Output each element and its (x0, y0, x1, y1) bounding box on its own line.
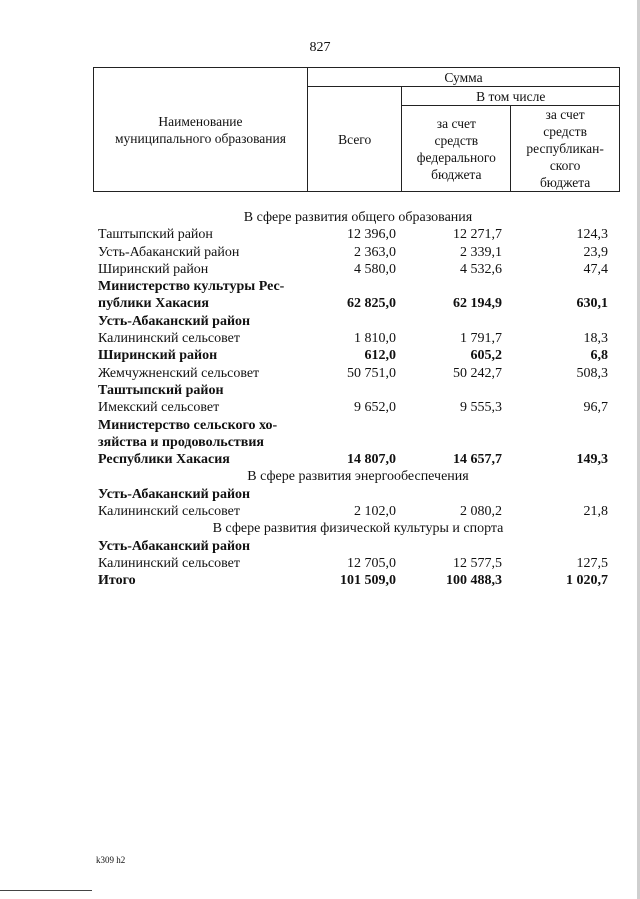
row-name: Калининский сельсовет (98, 331, 240, 347)
row-total: 612,0 (364, 348, 396, 364)
footer-divider (0, 890, 92, 891)
row-name: Ширинский район (98, 348, 218, 364)
table-row (98, 347, 618, 364)
row-federal: 9 555,3 (460, 400, 502, 416)
row-total: 12 396,0 (347, 227, 396, 243)
row-total: 12 705,0 (347, 555, 396, 571)
header-name-line-2: муниципального образования (115, 130, 286, 146)
header-republic-line: ского (549, 158, 581, 173)
row-total: 2 363,0 (354, 244, 396, 260)
header-republic-line: республикан- (526, 141, 604, 156)
header-total: Всего (307, 87, 401, 192)
row-republic: 47,4 (583, 261, 608, 277)
row-republic: 23,9 (583, 244, 608, 260)
header-federal-line: федерального (416, 149, 496, 165)
row-republic: 630,1 (576, 296, 608, 312)
total-row (98, 572, 618, 589)
table-row (98, 434, 618, 451)
table-row (98, 313, 618, 330)
section-heading (98, 520, 618, 537)
header-name-column (94, 68, 308, 192)
row-federal: 50 242,7 (453, 365, 502, 381)
row-name: В сфере развития физической культуры и спорта (212, 521, 504, 537)
row-name: Республики Хакасия (98, 452, 230, 468)
row-republic: 124,3 (576, 227, 608, 243)
row-name: Усть-Абаканский район (98, 313, 251, 329)
row-federal: 12 271,7 (453, 227, 502, 243)
table-row (98, 226, 618, 243)
row-federal: 62 194,9 (453, 296, 502, 312)
row-name: В сфере развития энергообеспечения (247, 469, 469, 485)
row-name: В сфере развития общего образования (243, 210, 473, 225)
table-row (98, 538, 618, 555)
row-republic: 6,8 (590, 348, 608, 364)
row-name: Калининский сельсовет (98, 555, 240, 571)
row-republic: 127,5 (576, 555, 608, 571)
table-header (93, 67, 620, 192)
header-republic-line: за счет (545, 107, 585, 122)
row-name: Имекский сельсовет (98, 400, 220, 416)
table-row (98, 244, 618, 261)
section-heading (98, 209, 618, 226)
table-row (98, 486, 618, 503)
row-name: Министерство сельского хо- (98, 417, 278, 433)
row-total: 2 102,0 (354, 504, 396, 520)
header-federal-line: за счет (436, 115, 476, 131)
table-row (98, 503, 618, 520)
table-row (98, 295, 618, 312)
row-republic: 508,3 (576, 365, 608, 381)
table-row (98, 278, 618, 295)
table-row (98, 399, 618, 416)
row-federal: 605,2 (470, 348, 502, 364)
header-federal-line: бюджета (431, 166, 482, 182)
row-total: 1 810,0 (354, 331, 396, 347)
row-name: зяйства и продовольствия (98, 434, 264, 450)
header-republic (511, 106, 620, 192)
row-total: 4 580,0 (354, 261, 396, 277)
header-federal-line: средств (434, 132, 479, 148)
header-name-line-1: Наименование (158, 113, 243, 129)
row-republic: 21,8 (583, 504, 608, 520)
row-name: Министерство культуры Рес- (98, 279, 285, 295)
section-heading (98, 468, 618, 485)
table-body (98, 209, 618, 590)
row-total: 62 825,0 (347, 296, 396, 312)
row-republic: 1 020,7 (566, 573, 608, 589)
row-republic: 18,3 (583, 331, 608, 347)
row-total: 101 509,0 (340, 573, 396, 589)
row-federal: 2 339,1 (460, 244, 502, 260)
row-federal: 1 791,7 (460, 331, 502, 347)
row-federal: 2 080,2 (460, 504, 502, 520)
row-name: Усть-Абаканский район (98, 538, 251, 554)
header-federal (402, 106, 511, 192)
header-incl: В том числе (402, 87, 620, 106)
row-total: 50 751,0 (347, 365, 396, 381)
row-name: Усть-Абаканский район (98, 244, 240, 260)
table-row (98, 261, 618, 278)
table-row (98, 330, 618, 347)
header-republic-line: бюджета (539, 175, 591, 190)
row-name: Ширинский район (98, 261, 209, 277)
row-name: Калининский сельсовет (98, 504, 240, 520)
row-republic: 149,3 (576, 452, 608, 468)
row-federal: 14 657,7 (453, 452, 502, 468)
row-total: 9 652,0 (354, 400, 396, 416)
row-name: Таштыпский район (98, 382, 224, 398)
row-republic: 96,7 (583, 400, 608, 416)
row-total: 14 807,0 (347, 452, 396, 468)
table-row (98, 451, 618, 468)
row-federal: 100 488,3 (446, 573, 502, 589)
row-federal: 4 532,6 (460, 261, 502, 277)
row-federal: 12 577,5 (453, 555, 502, 571)
header-sum: Сумма (307, 68, 619, 87)
page-number: 827 (309, 40, 331, 55)
row-name: Таштыпский район (98, 227, 213, 243)
table-row (98, 555, 618, 572)
row-name: Усть-Абаканский район (98, 486, 251, 502)
row-name: Жемчужненский сельсовет (98, 365, 260, 381)
table-row (98, 382, 618, 399)
table-row (98, 417, 618, 434)
footer-code: k309 h2 (96, 855, 126, 865)
row-name: публики Хакасия (98, 296, 209, 312)
header-republic-line: средств (543, 124, 587, 139)
table-row (98, 365, 618, 382)
row-name: Итого (98, 573, 136, 589)
